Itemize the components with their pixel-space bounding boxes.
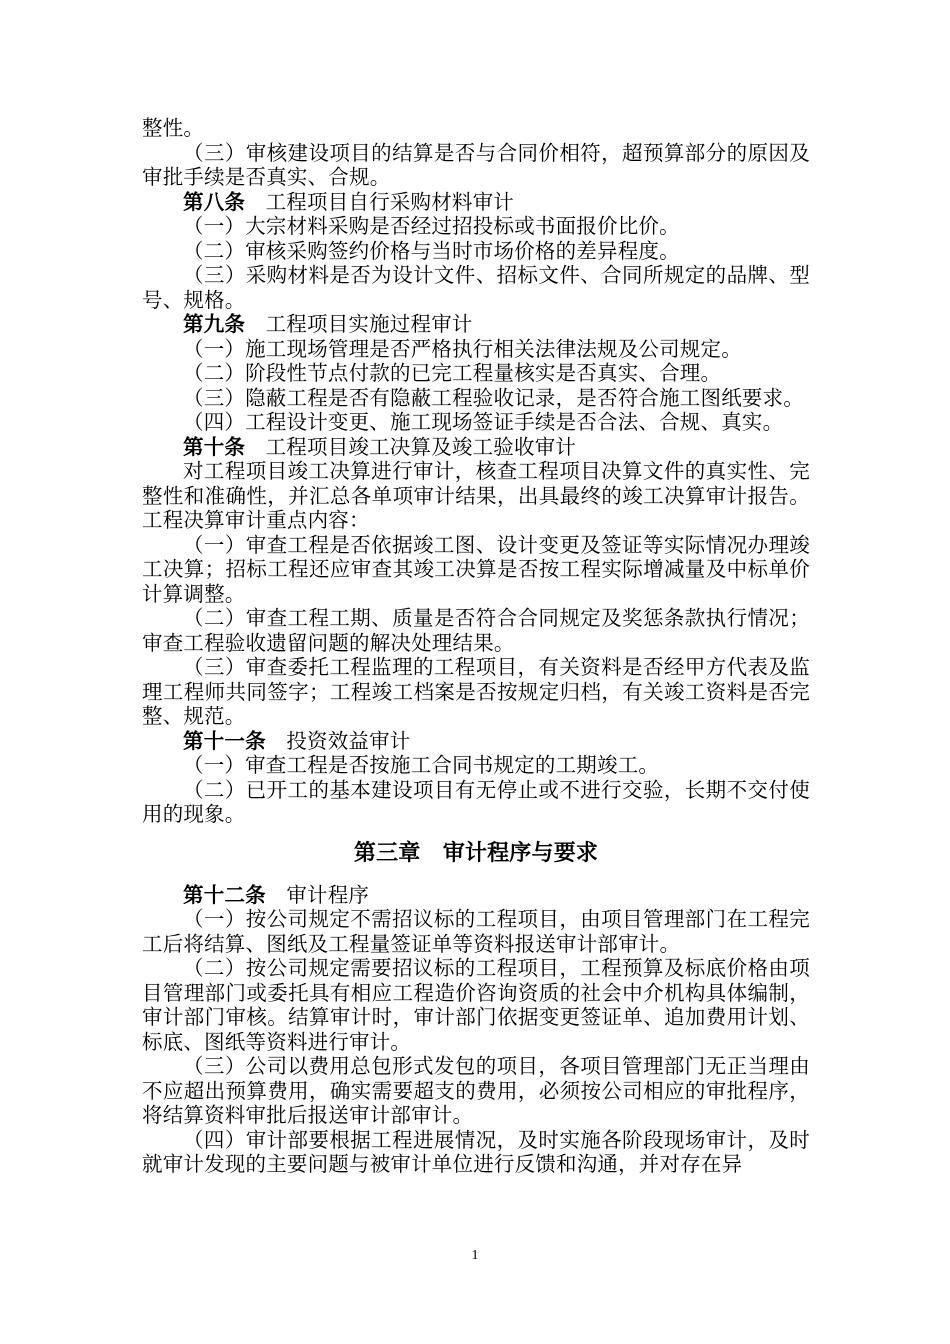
- document-body: [142, 116, 810, 1177]
- article-number: 第十条: [183, 434, 246, 459]
- article-heading: [142, 312, 810, 337]
- body-paragraph: （三）审核建设项目的结算是否与合同价相符，超预算部分的原因及审批手续是否真实、合规。: [142, 140, 810, 189]
- body-paragraph: （一）审查工程是否按施工合同书规定的工期竣工。: [183, 753, 660, 777]
- body-paragraph: （三）采购材料是否为设计文件、招标文件、合同所规定的品牌、型号、规格。: [142, 263, 810, 312]
- article-number: 第十二条: [183, 882, 266, 907]
- body-paragraph: （一）施工现场管理是否严格执行相关法律法规及公司规定。: [183, 336, 742, 361]
- body-paragraph: 整性。: [142, 116, 205, 140]
- article-title: 工程项目自行采购材料审计: [265, 189, 515, 214]
- article-title: 工程项目竣工决算及竣工验收审计: [265, 434, 577, 459]
- body-paragraph: （二）已开工的基本建设项目有无停止或不进行交验，长期不交付使用的现象。: [142, 777, 810, 826]
- article-number: 第八条: [183, 189, 246, 214]
- article-heading: [142, 883, 810, 908]
- body-paragraph: （三）隐蔽工程是否有隐蔽工程验收记录，是否符合施工图纸要求。: [183, 385, 804, 410]
- article-heading: [142, 190, 810, 215]
- body-paragraph: （四）工程设计变更、施工现场签证手续是否合法、合规、真实。: [183, 410, 784, 434]
- article-number: 第九条: [183, 312, 246, 336]
- article-heading: [142, 435, 810, 460]
- body-paragraph: （二）按公司规定需要招议标的工程项目，工程预算及标底价格由项目管理部门或委托具有相应工程造价咨询资质的社会中介机构具体编制，审计部门审核。结算审计时，审计部门依据变更签证单、追加费用计划、标底、图纸等资料进行审计。: [142, 956, 810, 1054]
- body-paragraph: （一）大宗材料采购是否经过招投标或书面报价比价。: [183, 214, 680, 238]
- chapter-heading: 第三章 审计程序与要求: [353, 840, 599, 866]
- body-paragraph: （一）按公司规定不需招议标的工程项目，由项目管理部门在工程完工后将结算、图纸及工程量签证单等资料报送审计部审计。: [142, 907, 810, 956]
- body-paragraph: （二）阶段性节点付款的已完工程量核实是否真实、合理。: [183, 361, 722, 385]
- article-heading: [142, 729, 810, 754]
- body-paragraph: （一）审查工程是否依据竣工图、设计变更及签证等实际情况办理竣工决算；招标工程还应审查其竣工决算是否按工程实际增减量及中标单价计算调整。: [142, 532, 810, 606]
- body-paragraph: （四）审计部要根据工程进展情况，及时实施各阶段现场审计，及时就审计发现的主要问题与被审计单位进行反馈和沟通，并对存在异: [142, 1127, 810, 1176]
- page-number: 1: [471, 1248, 479, 1263]
- article-title: 审计程序: [286, 882, 370, 907]
- article-number: 第十一条: [183, 728, 266, 753]
- body-paragraph: （二）审查工程工期、质量是否符合合同规定及奖惩条款执行情况；审查工程验收遗留问题的解决处理结果。: [142, 606, 810, 655]
- article-title: 工程项目实施过程审计: [265, 312, 473, 336]
- article-title: 投资效益审计: [286, 728, 411, 753]
- body-paragraph: （三）公司以费用总包形式发包的项目，各项目管理部门无正当理由不应超出预算费用，确实需要超支的费用，必须按公司相应的审批程序，将结算资料审批后报送审计部审计。: [142, 1054, 810, 1127]
- body-paragraph: 对工程项目竣工决算进行审计，核查工程项目决算文件的真实性、完整性和准确性，并汇总各单项审计结果，出具最终的竣工决算审计报告。工程决算审计重点内容：: [142, 459, 810, 532]
- body-paragraph: （三）审查委托工程监理的工程项目，有关资料是否经甲方代表及监理工程师共同签字；工程竣工档案是否按规定归档，有关竣工资料是否完整、规范。: [142, 655, 810, 728]
- body-paragraph: （二）审核采购签约价格与当时市场价格的差异程度。: [183, 238, 680, 263]
